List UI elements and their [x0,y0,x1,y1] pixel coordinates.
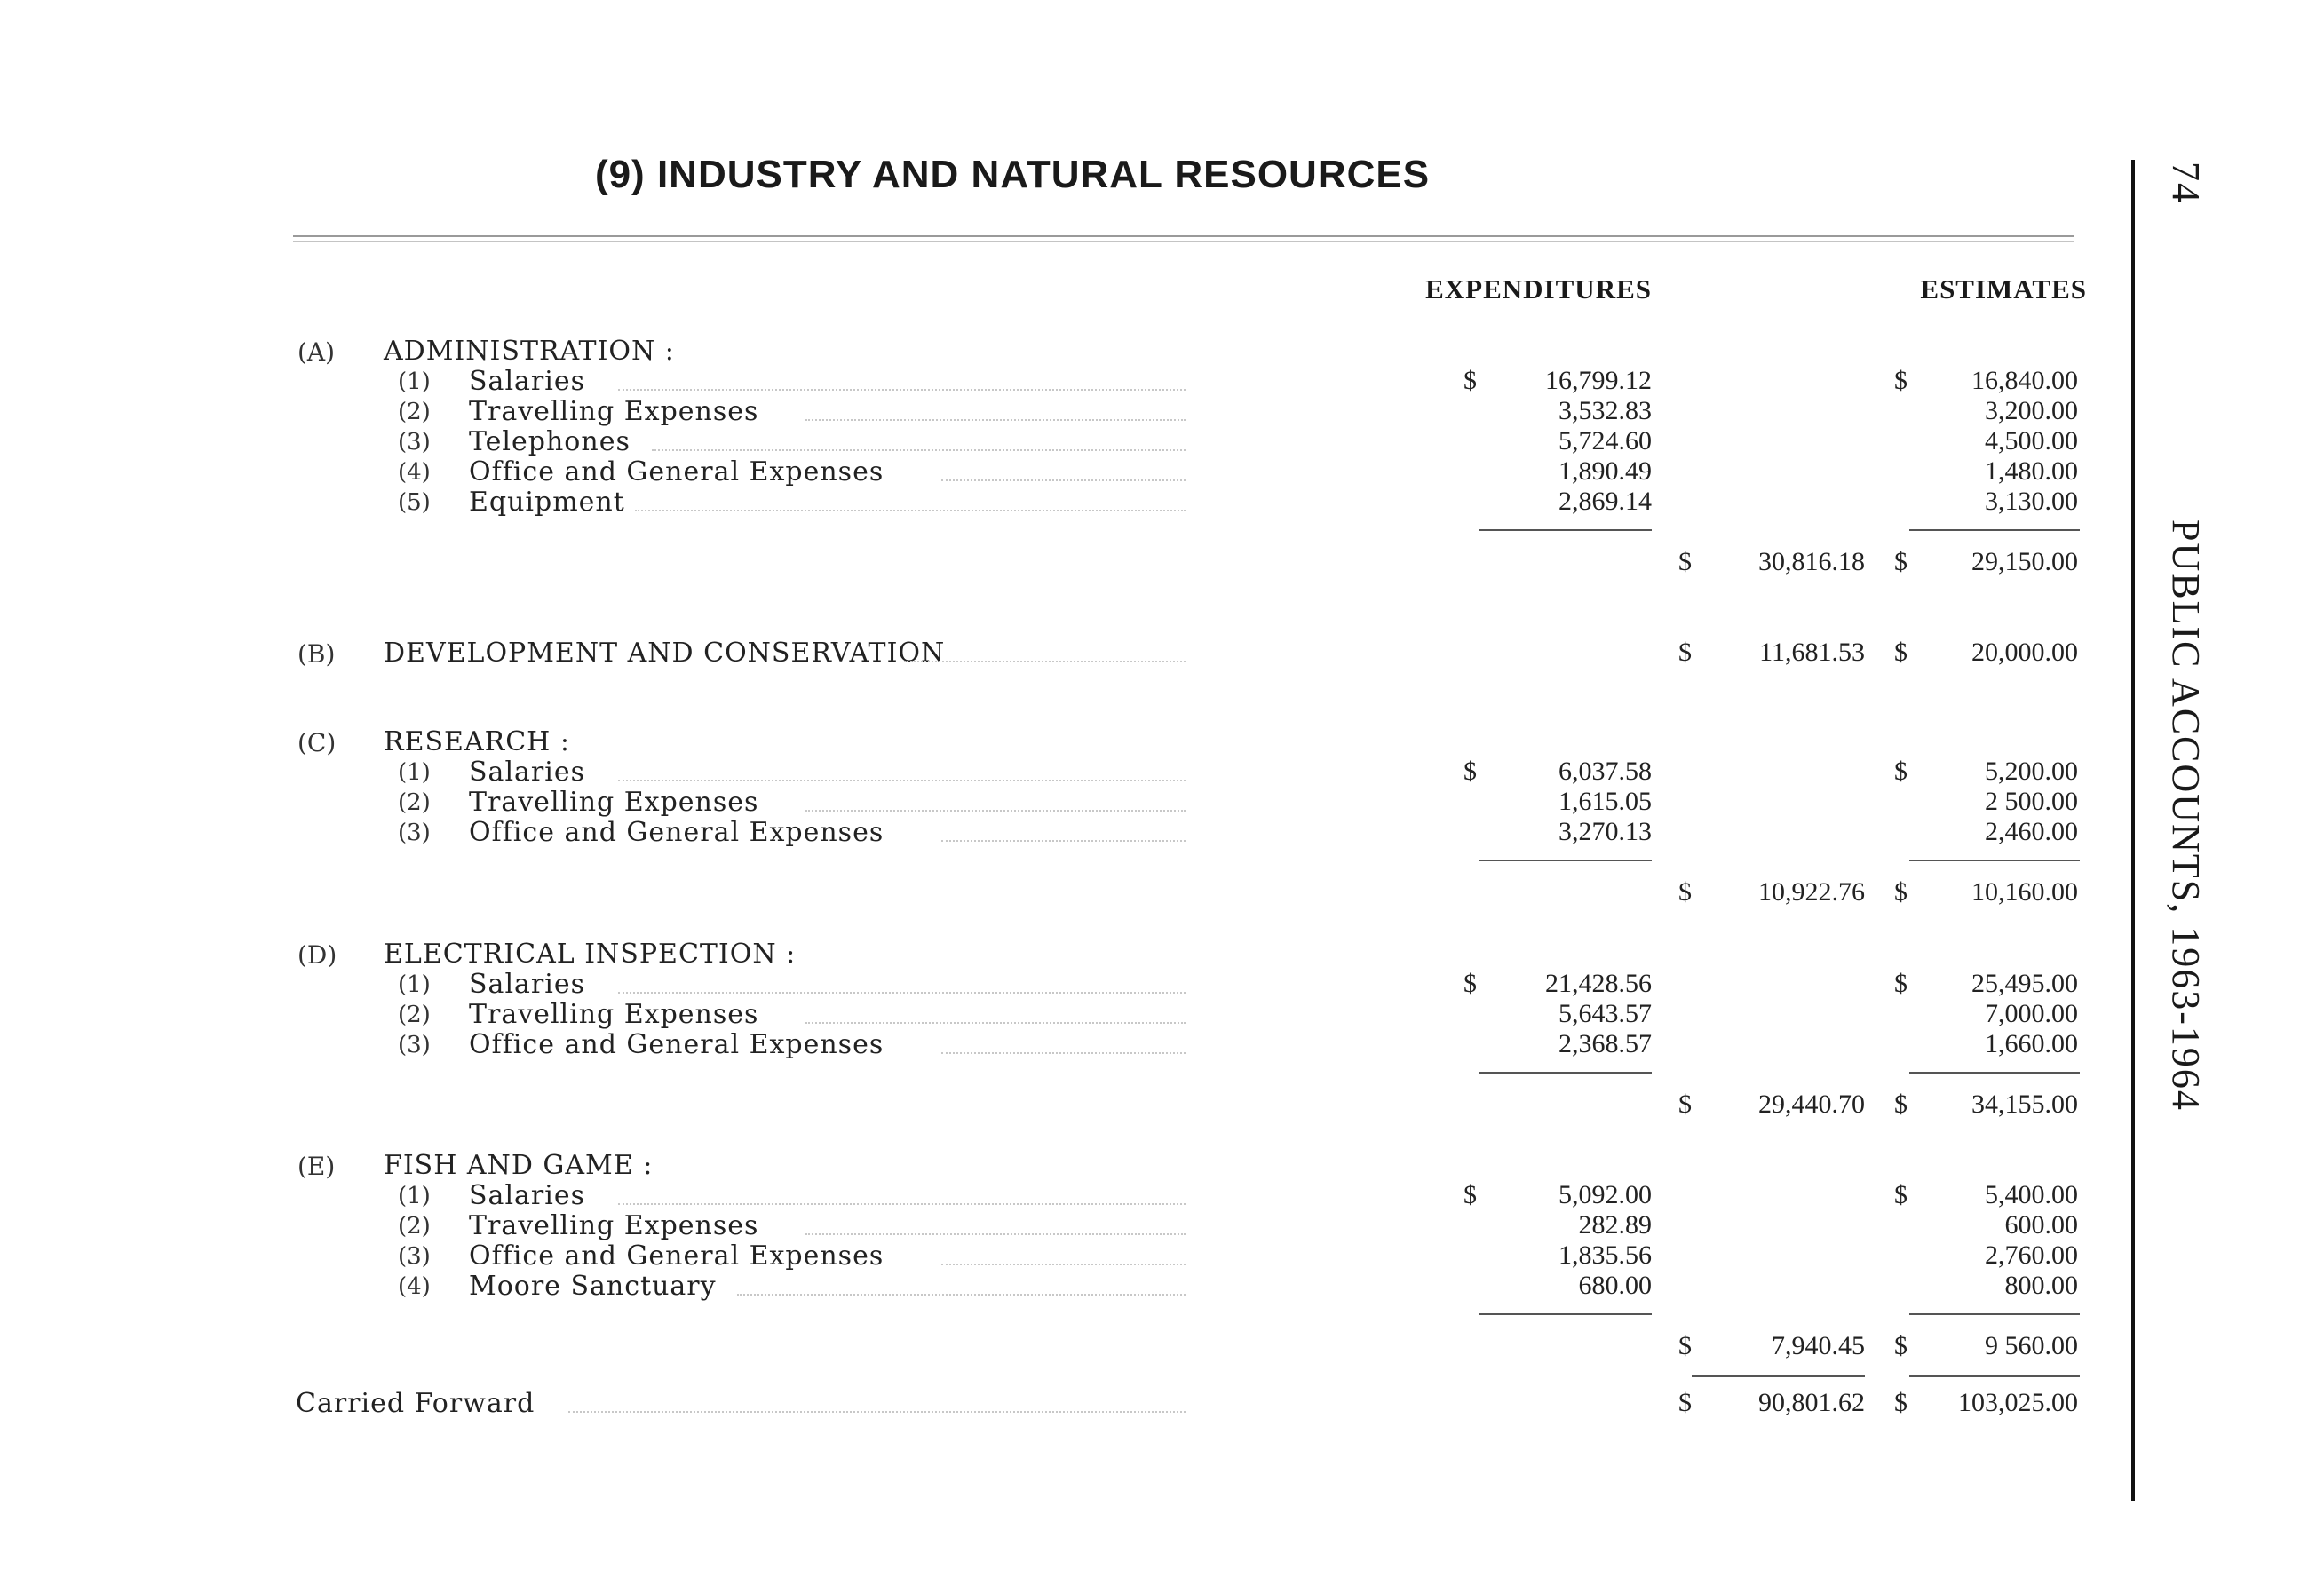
subtotal-rule [1909,860,2080,861]
leader-dots [941,840,1186,842]
currency-symbol: $ [1894,757,1908,786]
carried-forward-expenditure: 90,801.62 [1758,1388,1865,1417]
section-total-estimate: 20,000.00 [1971,638,2078,667]
leader-dots [805,810,1186,812]
item-expenditure: 21,428.56 [1545,969,1652,998]
item-label: Equipment [469,487,625,518]
section-letter: (B) [297,639,336,669]
item-number: (1) [398,368,431,395]
item-label: Salaries [469,1180,586,1211]
item-label: Office and General Expenses [469,1240,884,1272]
currency-symbol: $ [1894,366,1908,395]
item-expenditure: 680.00 [1578,1271,1652,1300]
leader-dots [618,780,1186,781]
item-number: (2) [398,399,431,425]
item-estimate: 3,200.00 [1985,396,2078,425]
item-expenditure: 16,799.12 [1545,366,1652,395]
item-label: Salaries [469,757,586,788]
column-header-estimates: ESTIMATES [1920,273,2087,305]
item-expenditure: 5,092.00 [1559,1180,1652,1209]
currency-symbol: $ [1678,638,1692,667]
leader-dots [737,1294,1186,1296]
item-estimate: 5,200.00 [1985,757,2078,786]
item-estimate: 2 500.00 [1985,787,2078,816]
section-heading: FISH AND GAME : [384,1150,654,1181]
item-estimate: 1,660.00 [1985,1029,2078,1058]
item-label: Travelling Expenses [469,396,759,427]
section-total-estimate: 9 560.00 [1985,1331,2078,1360]
running-head: PUBLIC ACCOUNTS, 1963-1964 [2164,519,2208,1112]
currency-symbol: $ [1463,969,1477,998]
item-label: Salaries [469,969,586,1000]
item-estimate: 25,495.00 [1971,969,2078,998]
leader-dots [904,661,1186,662]
item-number: (2) [398,789,431,816]
subtotal-rule [1909,529,2080,531]
section-heading: DEVELOPMENT AND CONSERVATION [384,638,946,669]
item-number: (1) [398,1183,431,1209]
item-number: (4) [398,459,431,486]
section-total-estimate: 29,150.00 [1971,547,2078,576]
item-label: Travelling Expenses [469,787,759,818]
title-rule-2 [293,241,2074,242]
item-label: Travelling Expenses [469,999,759,1030]
section-heading: ELECTRICAL INSPECTION : [384,939,797,970]
item-label: Travelling Expenses [469,1210,759,1241]
leader-dots [635,510,1186,511]
currency-symbol: $ [1894,1331,1908,1360]
section-heading: RESEARCH : [384,726,570,757]
carried-forward-label: Carried Forward [296,1388,535,1419]
item-number: (4) [398,1273,431,1300]
item-number: (3) [398,1243,431,1270]
currency-symbol: $ [1463,757,1477,786]
section-total-expenditure: 30,816.18 [1758,547,1865,576]
total-rule [1692,1375,1865,1377]
item-estimate: 7,000.00 [1985,999,2078,1028]
currency-symbol: $ [1463,1180,1477,1209]
currency-symbol: $ [1894,1090,1908,1119]
item-expenditure: 3,532.83 [1559,396,1652,425]
item-expenditure: 1,615.05 [1559,787,1652,816]
title-rule [293,235,2074,237]
item-estimate: 2,460.00 [1985,817,2078,846]
currency-symbol: $ [1894,547,1908,576]
subtotal-rule [1479,860,1652,861]
subtotal-rule [1479,529,1652,531]
subtotal-rule [1909,1072,2080,1074]
leader-dots [568,1411,1186,1413]
item-label: Office and General Expenses [469,817,884,848]
section-total-expenditure: 29,440.70 [1758,1090,1865,1119]
section-heading: ADMINISTRATION : [384,336,675,367]
section-letter: (E) [297,1152,336,1181]
item-estimate: 800.00 [2004,1271,2078,1300]
section-letter: (C) [297,728,337,757]
currency-symbol: $ [1894,877,1908,907]
item-number: (1) [398,971,431,998]
item-expenditure: 5,724.60 [1559,426,1652,456]
item-expenditure: 282.89 [1578,1210,1652,1240]
currency-symbol: $ [1678,1090,1692,1119]
currency-symbol: $ [1894,969,1908,998]
leader-dots [652,449,1186,451]
item-number: (5) [398,489,431,516]
page-title: (9) INDUSTRY AND NATURAL RESOURCES [594,153,1431,196]
currency-symbol: $ [1678,1331,1692,1360]
section-letter: (A) [297,337,336,367]
item-expenditure: 5,643.57 [1559,999,1652,1028]
item-number: (1) [398,759,431,786]
item-expenditure: 6,037.58 [1559,757,1652,786]
item-expenditure: 3,270.13 [1559,817,1652,846]
subtotal-rule [1479,1313,1652,1315]
leader-dots [941,479,1186,481]
margin-rule [2131,160,2135,1501]
item-number: (2) [398,1002,431,1028]
leader-dots [941,1264,1186,1265]
currency-symbol: $ [1678,877,1692,907]
item-expenditure: 2,869.14 [1559,487,1652,516]
carried-forward-estimate: 103,025.00 [1958,1388,2078,1417]
currency-symbol: $ [1463,366,1477,395]
page-number: 74 [2164,162,2208,204]
section-total-estimate: 10,160.00 [1971,877,2078,907]
item-estimate: 2,760.00 [1985,1240,2078,1270]
item-number: (3) [398,820,431,846]
leader-dots [618,1203,1186,1205]
item-estimate: 5,400.00 [1985,1180,2078,1209]
leader-dots [941,1052,1186,1054]
currency-symbol: $ [1678,547,1692,576]
item-estimate: 4,500.00 [1985,426,2078,456]
currency-symbol: $ [1894,1180,1908,1209]
subtotal-rule [1479,1072,1652,1074]
column-header-expenditures: EXPENDITURES [1425,273,1652,305]
item-label: Telephones [469,426,631,457]
item-estimate: 3,130.00 [1985,487,2078,516]
section-total-expenditure: 10,922.76 [1758,877,1865,907]
item-estimate: 600.00 [2004,1210,2078,1240]
subtotal-rule [1909,1313,2080,1315]
item-label: Office and General Expenses [469,456,884,487]
leader-dots [805,1022,1186,1024]
section-total-estimate: 34,155.00 [1971,1090,2078,1119]
item-label: Moore Sanctuary [469,1271,717,1302]
item-label: Office and General Expenses [469,1029,884,1060]
section-total-expenditure: 11,681.53 [1759,638,1865,667]
section-letter: (D) [297,940,337,970]
currency-symbol: $ [1678,1388,1692,1417]
section-total-expenditure: 7,940.45 [1772,1331,1865,1360]
currency-symbol: $ [1894,638,1908,667]
total-rule [1909,1375,2080,1377]
item-estimate: 1,480.00 [1985,456,2078,486]
leader-dots [618,389,1186,391]
item-label: Salaries [469,366,586,397]
item-number: (3) [398,1032,431,1058]
leader-dots [618,992,1186,994]
item-estimate: 16,840.00 [1971,366,2078,395]
leader-dots [805,1233,1186,1235]
item-expenditure: 2,368.57 [1559,1029,1652,1058]
item-expenditure: 1,835.56 [1559,1240,1652,1270]
item-expenditure: 1,890.49 [1559,456,1652,486]
currency-symbol: $ [1894,1388,1908,1417]
item-number: (3) [398,429,431,456]
item-number: (2) [398,1213,431,1240]
leader-dots [805,419,1186,421]
